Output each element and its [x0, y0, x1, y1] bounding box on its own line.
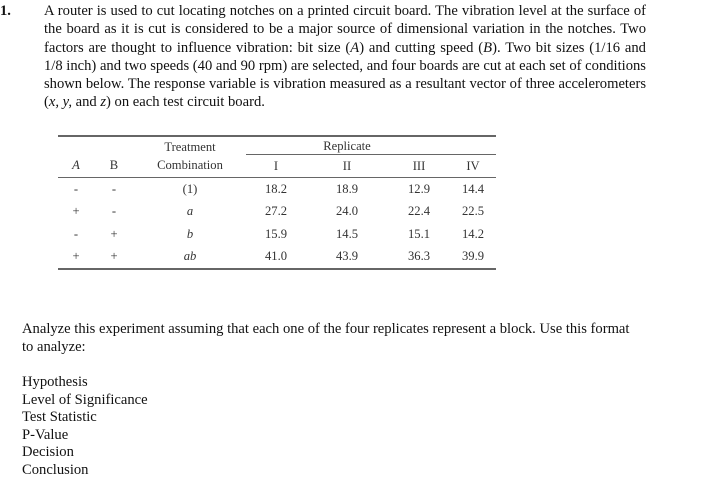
list-item: Test Statistic: [22, 409, 97, 426]
table-row: [58, 246, 496, 270]
cell-a: -: [73, 226, 79, 241]
cell-b: +: [110, 226, 118, 241]
problem-statement: [0, 2, 646, 112]
cell-value: 18.2: [264, 181, 288, 196]
table-row: [58, 178, 496, 201]
axis-z-symbol: z: [100, 94, 107, 111]
cell-combination: (1): [182, 181, 198, 196]
cell-value: 39.9: [450, 246, 496, 270]
analysis-instruction: Analyze this experiment assuming that each one of the four replicates represent a block. Use this format to analyze:: [22, 321, 630, 356]
cell-value: 14.4: [461, 181, 485, 196]
axis-xy-symbol: x, y,: [48, 94, 72, 111]
problem-text: ). Two bit sizes (1/16 and 1/8 inch) and two speeds (40 and 90 rpm) are selected, and four boards are cut at each set of conditions shown below. The response variable is vibration measured as a resultant vector of three accelerometers (: [44, 39, 646, 111]
cell-value: 41.0: [246, 246, 306, 270]
cell-value: 22.5: [461, 204, 485, 219]
cell-combination: b: [186, 226, 194, 241]
factor-a-symbol: A: [350, 39, 360, 56]
cell-value: 36.3: [388, 246, 450, 270]
cell-a: +: [72, 204, 80, 219]
table-row: [58, 223, 496, 246]
cell-b: -: [111, 204, 117, 219]
replicate-header: Replicate: [306, 136, 388, 155]
cell-value: 22.4: [407, 204, 431, 219]
problem-text: ) on each test circuit board.: [106, 94, 265, 111]
problem-paragraph: [0, 2, 646, 112]
replicate-label: II: [306, 155, 388, 178]
cell-value: 43.9: [306, 246, 388, 270]
cell-b: +: [94, 246, 134, 270]
problem-text: ) and cutting speed (: [359, 39, 484, 56]
cell-combination: a: [186, 204, 194, 219]
cell-b: -: [111, 181, 117, 196]
combination-header: Combination: [134, 155, 246, 178]
factor-b-symbol: B: [483, 39, 493, 56]
replicate-label: I: [246, 155, 306, 178]
list-item: P-Value: [22, 426, 69, 443]
cell-value: 15.1: [407, 226, 431, 241]
problem-text: A router is used to cut locating notches on a printed circuit board. The vibration level at the surface of the board as it is cut is considered to be a major source of dimensional variation in the notches. Two factors are thought to influence vibration: bit size (: [44, 3, 646, 56]
list-item: Hypothesis: [22, 374, 88, 390]
factor-a-header: A: [58, 155, 94, 178]
cell-value: 18.9: [335, 181, 359, 196]
cell-value: 24.0: [335, 204, 359, 219]
cell-value: 14.2: [461, 226, 485, 241]
cell-value: 14.5: [335, 226, 359, 241]
cell-a: -: [73, 181, 79, 196]
cell-value: 15.9: [264, 226, 288, 241]
treatment-header: Treatment: [134, 136, 246, 155]
problem-number: 1.: [0, 3, 11, 19]
cell-value: 27.2: [264, 204, 288, 219]
replicate-label: III: [388, 155, 450, 178]
factor-b-header: B: [94, 155, 134, 178]
list-item: Decision: [22, 444, 74, 461]
vibration-data-table: [58, 135, 496, 270]
list-item: Conclusion: [22, 461, 89, 478]
list-item: Level of Significance: [22, 391, 148, 408]
cell-a: +: [58, 246, 94, 270]
table-row: [58, 201, 496, 224]
cell-value: 12.9: [407, 181, 431, 196]
replicate-label: IV: [450, 155, 496, 178]
cell-combination: ab: [134, 246, 246, 270]
problem-text: and: [71, 94, 101, 111]
analysis-steps-list: [22, 374, 148, 480]
